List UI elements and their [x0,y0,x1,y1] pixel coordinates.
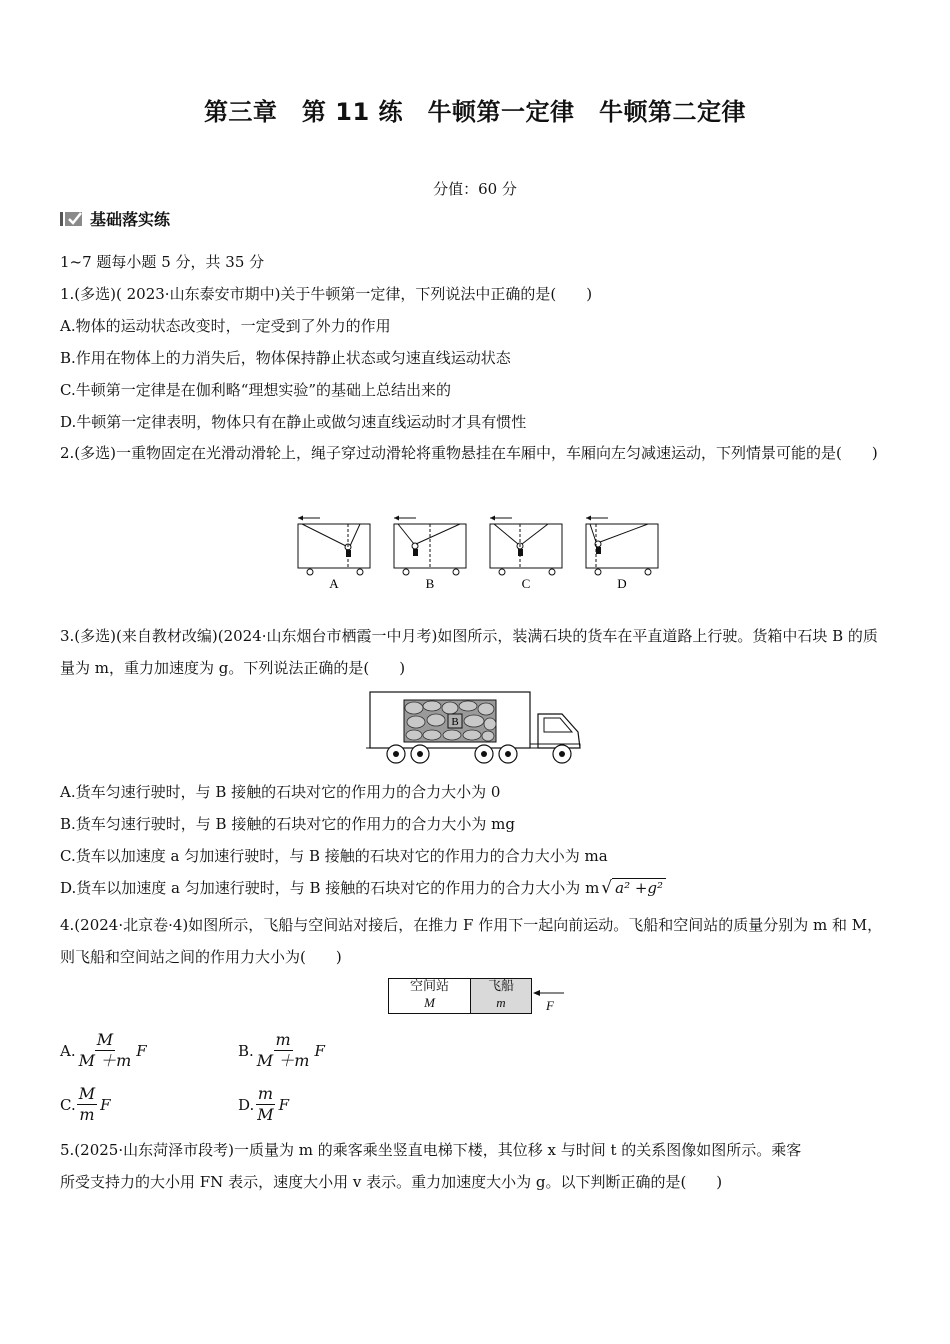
q2-label-c: C [521,576,531,591]
q5-line1: 5.(2025·山东菏泽市段考)一质量为 m 的乘客乘坐竖直电梯下楼，其位移 x 与时间 t 的关系图像如图所示。乘客 [60,1141,802,1159]
score-text: 分值：60 分 [433,180,517,198]
q4-option-c-fraction [77,1084,97,1125]
space-station-mass: M [424,995,435,1010]
instructions: 1~7 题每小题 5 分，共 35 分 [60,253,265,271]
q4-option-c [60,1084,111,1125]
q3-stem: 3.(多选)(来自教材改编)(2024·山东烟台市栖霞一中月考)如图所示，装满石块的货车在平直道路上行驶。货箱中石块 B 的质量为 m，重力加速度为 g。下列说法正确的是( ) [60,627,878,677]
q4-option-a [60,1030,147,1071]
q3-option-d-formula: a² +g² [612,878,666,897]
q4-option-b-den: M ＋m [256,1051,310,1070]
q1-option-c: C.牛顿第一定律是在伽利略“理想实验”的基础上总结出来的 [60,381,452,399]
q4-option-d-num: m [257,1084,274,1103]
q3-option-a: A.货车匀速行驶时，与 B 接触的石块对它的作用力的合力大小为 0 [60,783,501,801]
q2-diagram-c [490,516,562,592]
q4-option-c-num: M [78,1084,96,1103]
q4-option-a-den: M ＋m [78,1051,132,1070]
q3-truck-figure [366,688,586,768]
q4-option-b-label: B. [238,1041,254,1060]
q4-option-a-fraction [77,1030,134,1071]
q1-option-b: B.作用在物体上的力消失后，物体保持静止状态或匀速直线运动状态 [60,349,511,367]
force-label: F [546,998,554,1013]
q4-option-b-tail: F [314,1041,325,1060]
spaceship-mass: m [496,995,506,1010]
q2-stem: 2.(多选)一重物固定在光滑动滑轮上，绳子穿过动滑轮将重物悬挂在车厢中，车厢向左匀减速运动，下列情景可能的是( ) [60,444,878,462]
q2-label-a: A [329,576,339,591]
q4-option-d-den: M [257,1105,274,1124]
q4-option-b [238,1030,325,1071]
q4-option-b-num: m [275,1030,291,1049]
checklist-icon [60,210,84,228]
spaceship-label: 飞船 [487,979,514,994]
q3-option-c: C.货车以加速度 a 匀加速行驶时，与 B 接触的石块对它的作用力的合力大小为 ma [60,847,608,865]
section-title: 基础落实练 [90,210,171,229]
q2-diagram-d [586,516,658,592]
section-heading [60,207,170,230]
q4-option-d-label: D. [238,1095,255,1114]
q4-option-d-fraction [255,1084,275,1125]
q2-figure [290,512,670,594]
q4-option-c-label: C. [60,1095,76,1114]
q4-option-c-tail: F [100,1095,111,1114]
q2-diagram-a [298,516,370,592]
force-arrow-icon [532,988,566,998]
q4-stem: 4.(2024·北京卷·4)如图所示，飞船与空间站对接后，在推力 F 作用下一起向前运动。飞船和空间站的质量分别为 m 和 M，则飞船和空间站之间的作用力大小为( ) [60,916,883,966]
page-title: 第三章 第 11 练 牛顿第一定律 牛顿第二定律 [203,98,747,126]
q4-option-a-tail: F [136,1041,147,1060]
q5-line2: 所受支持力的大小用 FN 表示，速度大小用 v 表示。重力加速度大小为 g。以下判断正确的是( ) [60,1173,723,1191]
q4-option-a-label: A. [60,1041,76,1060]
q4-option-d-tail: F [278,1095,290,1114]
q1-option-a: A.物体的运动状态改变时，一定受到了外力的作用 [60,317,391,335]
q2-diagram-b [394,516,466,592]
space-station-box [388,978,471,1014]
q4-option-a-num: M [96,1030,114,1049]
q3-option-d [60,877,666,898]
q4-option-d [238,1084,289,1125]
q3-option-d-text: D.货车以加速度 a 匀加速行驶时，与 B 接触的石块对它的作用力的合力大小为 m [60,879,600,897]
q2-label-b: B [425,576,435,591]
q4-figure [388,978,568,1014]
sqrt-icon: √ [601,877,613,898]
q4-option-c-den: m [79,1105,95,1124]
q2-label-d: D [617,576,627,591]
space-station-label: 空间站 [409,979,449,994]
q1-option-d: D.牛顿第一定律表明，物体只有在静止或做匀速直线运动时才具有惯性 [60,413,527,431]
q3-option-b: B.货车匀速行驶时，与 B 接触的石块对它的作用力的合力大小为 mg [60,815,515,833]
q1-stem: 1.(多选)( 2023·山东泰安市期中)关于牛顿第一定律，下列说法中正确的是( ) [60,285,593,303]
q3-stone-label: B [451,716,459,728]
spaceship-box [470,978,532,1014]
q4-option-b-fraction [255,1030,312,1071]
